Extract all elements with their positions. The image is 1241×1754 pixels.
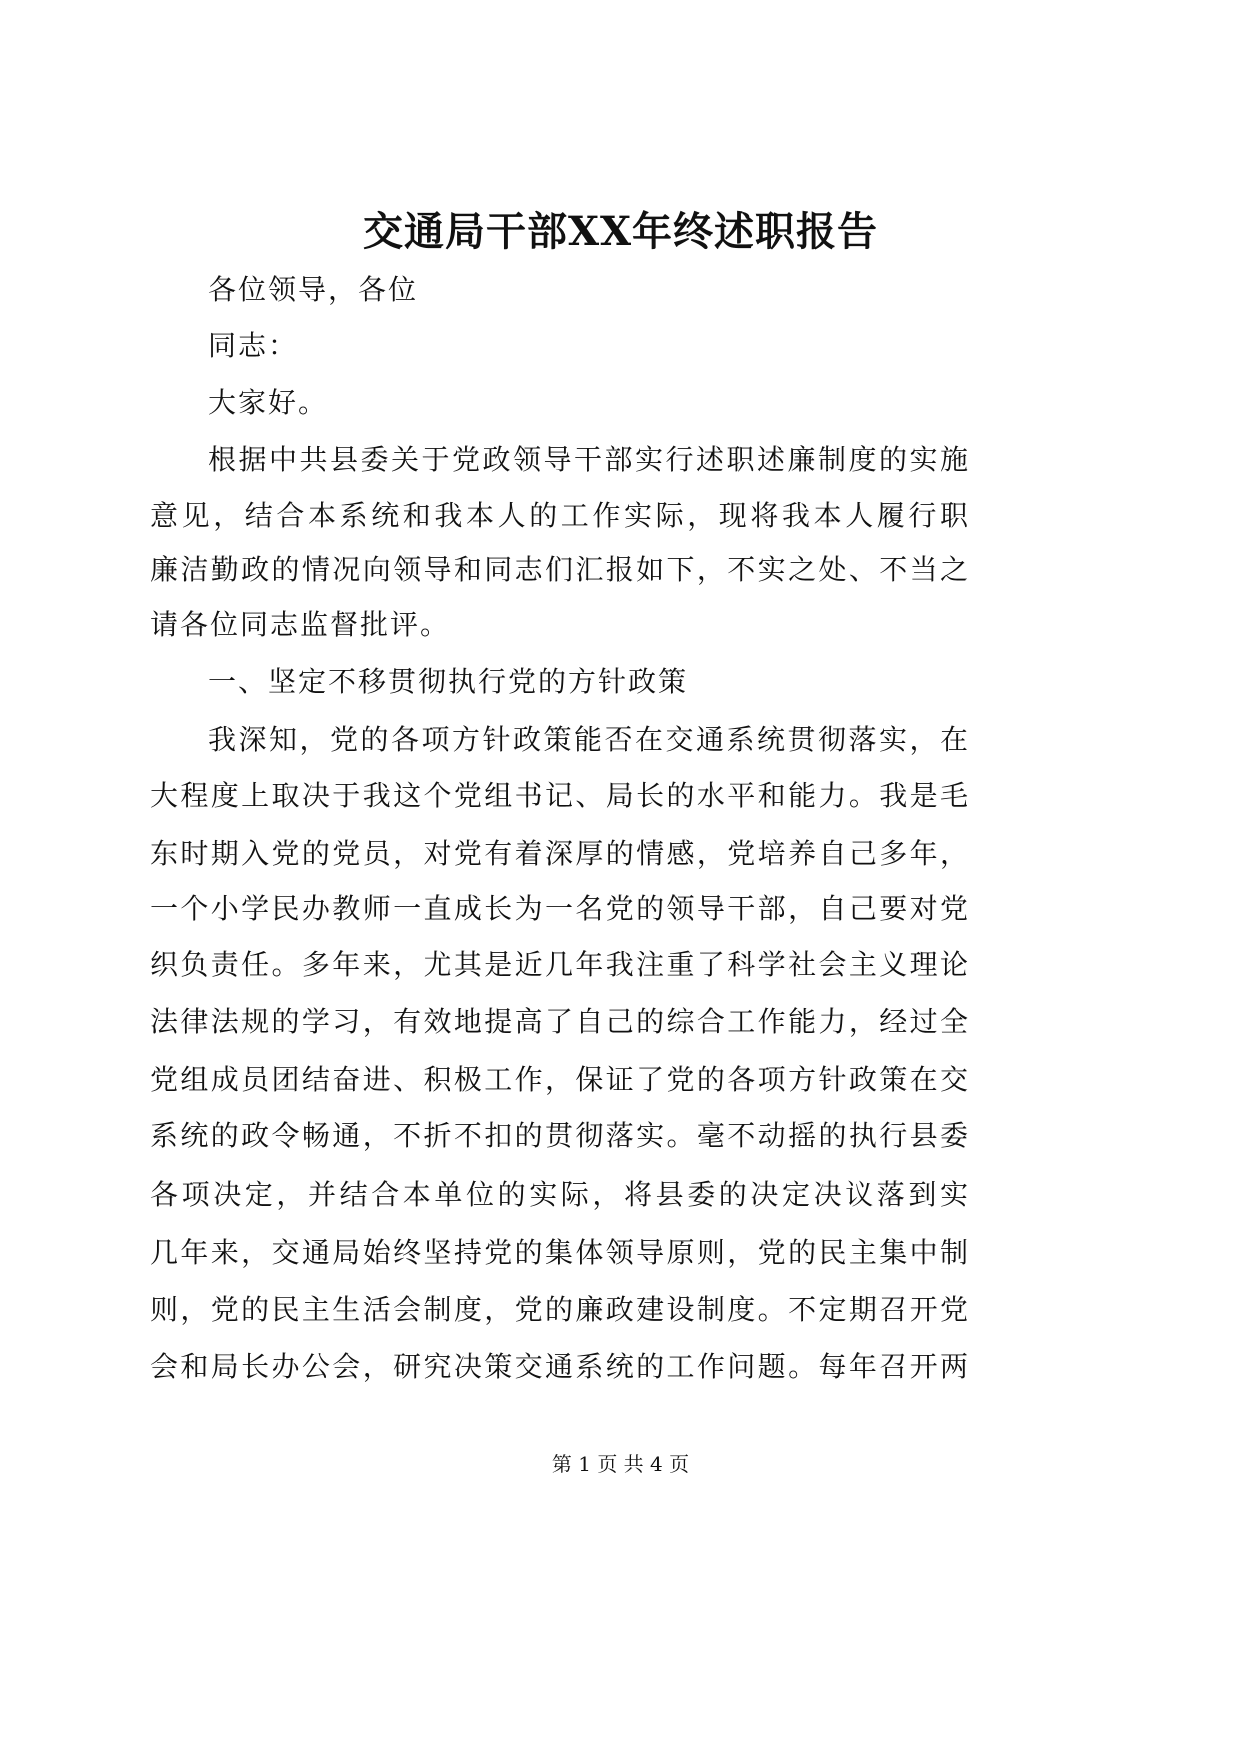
text-line: 意见，结合本系统和我本人的工作实际，现将我本人履行职 [150, 499, 970, 532]
text-line: 法律法规的学习，有效地提高了自己的综合工作能力，经过全 [150, 1005, 970, 1038]
text-line: 同志： [208, 329, 299, 362]
text-line: 会和局长办公会，研究决策交通系统的工作问题。每年召开两 [150, 1350, 970, 1383]
text-line: 系统的政令畅通，不折不扣的贯彻落实。毫不动摇的执行县委 [150, 1119, 970, 1152]
text-line: 根据中共县委关于党政领导干部实行述职述廉制度的实施 [208, 443, 970, 476]
text-line: 大程度上取决于我这个党组书记、局长的水平和能力。我是毛 [150, 779, 970, 812]
text-line: 几年来，交通局始终坚持党的集体领导原则，党的民主集中制 [150, 1236, 970, 1269]
text-line: 党组成员团结奋进、积极工作，保证了党的各项方针政策在交 [150, 1063, 970, 1096]
text-line: 我深知，党的各项方针政策能否在交通系统贯彻落实，在 [208, 723, 970, 756]
text-line: 则，党的民主生活会制度，党的廉政建设制度。不定期召开党 [150, 1293, 970, 1326]
text-line: 请各位同志监督批评。 [150, 608, 451, 641]
text-line: 一个小学民办教师一直成长为一名党的领导干部，自己要对党 [150, 892, 970, 925]
page-number: 第 1 页 共 4 页 [551, 1452, 690, 1476]
text-line: 织负责任。多年来，尤其是近几年我注重了科学社会主义理论 [150, 948, 970, 981]
text-line: 各项决定，并结合本单位的实际，将县委的决定决议落到实 [150, 1178, 970, 1211]
text-line: 廉洁勤政的情况向领导和同志们汇报如下，不实之处、不当之 [150, 553, 970, 586]
document-title: 交通局干部XX年终述职报告 [362, 208, 879, 255]
text-line: 大家好。 [208, 386, 329, 419]
text-line: 东时期入党的党员，对党有着深厚的情感，党培养自己多年， [150, 837, 970, 870]
text-line: 各位领导，各位 [208, 273, 419, 306]
text-line: 一、坚定不移贯彻执行党的方针政策 [208, 665, 689, 698]
